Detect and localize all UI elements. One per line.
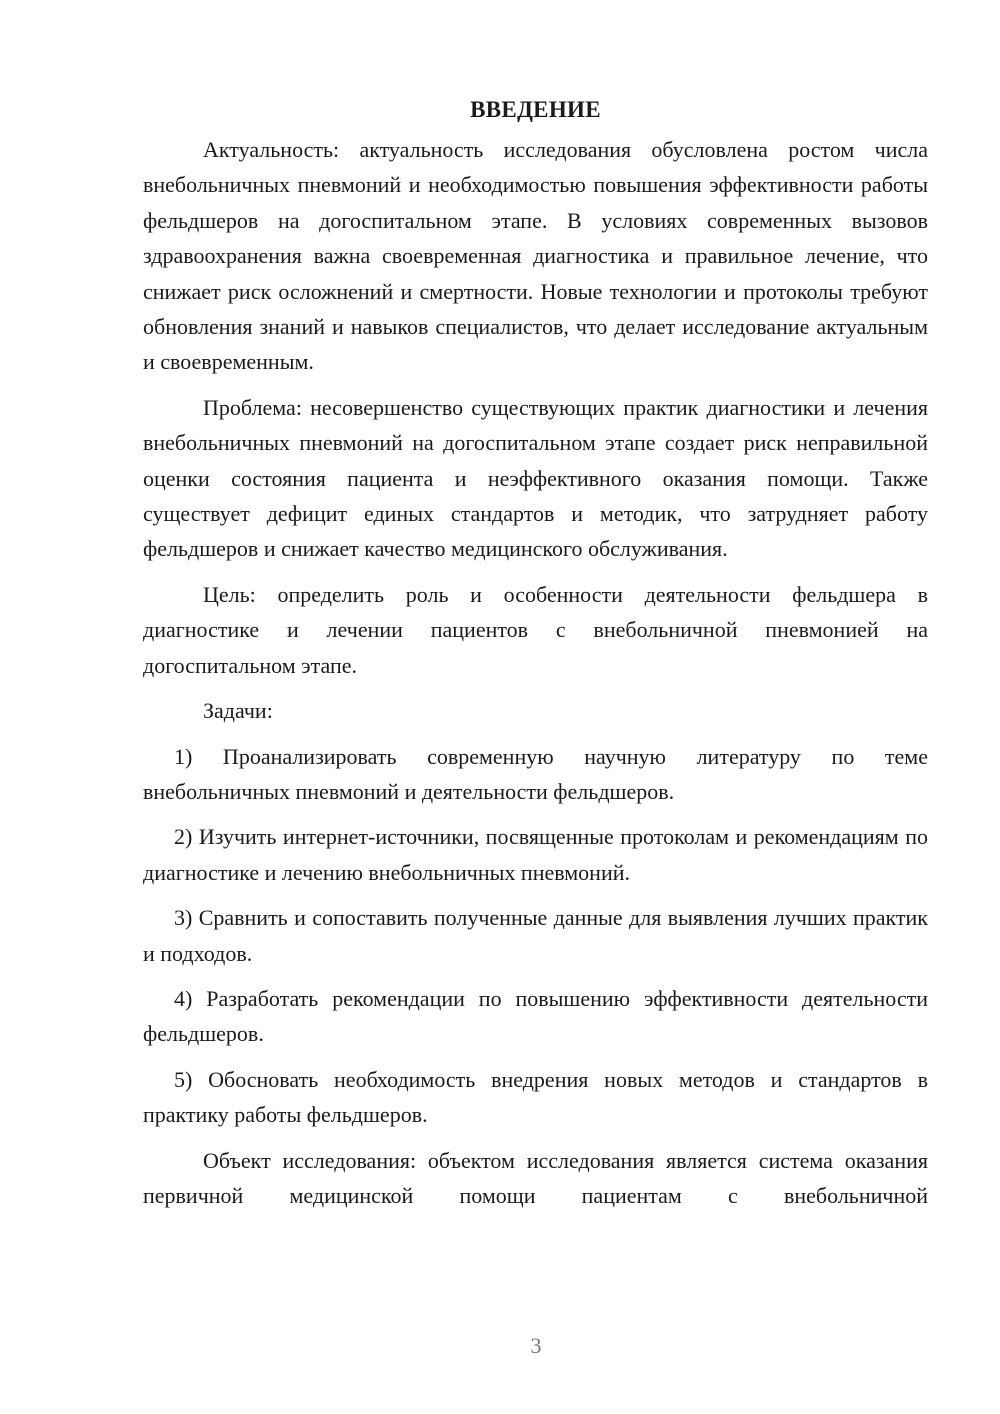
problem-paragraph: Проблема: несовершенство существующих практик диагностики и лечения внебольничных пневмоний на догоспитальном этапе создает риск неправильной оценки состояния пациента и неэффективного оказания помощи. Также существует дефицит единых стандартов и методик, что затрудняет работу фельдшеров и снижает качество медицинского обслуживания. [143, 394, 928, 562]
tasks-heading: Задачи: [203, 698, 273, 724]
document-page [143, 92, 928, 1223]
goal-paragraph: Цель: определить роль и особенности деятельности фельдшера в диагностике и лечении пациентов с внебольничной пневмонией на догоспитальном этапе. [143, 581, 928, 678]
task-item: 1) Проанализировать современную научную литературу по теме внебольничных пневмоний и деятельности фельдшеров. [143, 743, 928, 804]
task-item: 5) Обосновать необходимость внедрения новых методов и стандартов в практику работы фельдшеров. [143, 1066, 928, 1128]
object-paragraph: Объект исследования: объектом исследования является система оказания первичной медицинской помощи пациентам с внебольничной [143, 1147, 928, 1208]
page-title: ВВЕДЕНИЕ [470, 97, 601, 122]
tasks-list [143, 739, 928, 1133]
relevance-paragraph: Актуальность: актуальность исследования обусловлена ростом числа внебольничных пневмоний и необходимостью повышения эффективности работы фельдшеров на догоспитальном этапе. В условиях современных вызовов здравоохранения важна своевременная диагностика и правильное лечение, что снижает риск осложнений и смертности. Новые технологии и протоколы требуют обновления знаний и навыков специалистов, что делает исследование актуальным и своевременным. [143, 137, 928, 375]
task-item: 3) Сравнить и сопоставить полученные данные для выявления лучших практик и подходов. [143, 905, 928, 966]
task-item: 2) Изучить интернет-источники, посвященные протоколам и рекомендациям по диагностике и лечению внебольничных пневмоний. [143, 824, 928, 885]
page-number: 3 [530, 1333, 542, 1358]
task-item: 4) Разработать рекомендации по повышению эффективности деятельности фельдшеров. [143, 985, 928, 1047]
